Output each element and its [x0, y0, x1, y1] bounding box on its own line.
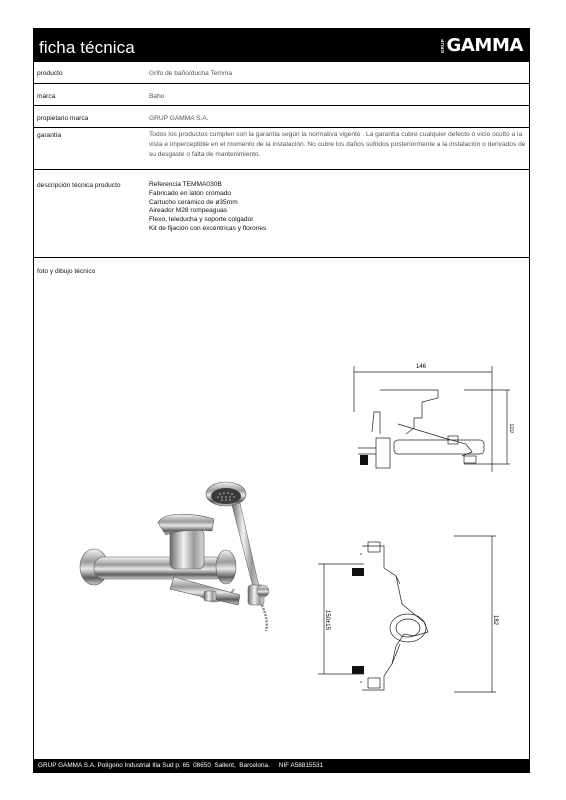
label-tech: descripción técnica producto [37, 182, 121, 189]
product-photo [54, 439, 284, 639]
row-warranty [34, 128, 529, 170]
page-title: ficha técnica [39, 38, 135, 57]
tech-line: Kit de fijación con excéntricas y florones [149, 224, 267, 232]
technical-drawing-side [304, 524, 504, 704]
label-product: producto [37, 70, 63, 77]
value-product: Grifo de baño/ducha Temma [149, 70, 233, 77]
brand-logo [440, 37, 523, 55]
brand-small-text: GRUP [439, 38, 445, 54]
tech-line: Aireador M28 rompeaguas [149, 207, 228, 215]
tech-list [149, 181, 526, 234]
tech-line: Referencia TEMMA030B [149, 181, 222, 188]
row-tech-description [34, 170, 529, 258]
technical-drawing-top [314, 352, 514, 472]
footer-address: GRUP GAMMA S.A. Polígono Industrial Illa Sud p. 65 08650 Sallent, Barcelona. NIF A58815531 [38, 762, 324, 769]
dim-height-side: 182 [492, 614, 498, 626]
brand-name: GAMMA [446, 35, 523, 56]
dim-spacing: 150±15 [324, 610, 330, 630]
label-photo: foto y dibujo técnico [37, 268, 96, 275]
row-brand [34, 84, 529, 106]
footer-bar [34, 759, 529, 772]
label-owner: propietario marca [37, 115, 89, 122]
value-owner: GRUP GAMMA S.A. [149, 115, 209, 122]
tech-line: Flexo, teleducha y soporte colgador [149, 216, 254, 224]
row-product [34, 62, 529, 84]
label-warranty: garantía [37, 132, 62, 139]
label-brand: marca [37, 93, 56, 100]
tech-line: Cartucho cerámico de ø35mm [149, 198, 238, 206]
value-warranty: Todos los productos cumplen con la garantía según la normativa vigente . La garantía cubre cualquier defecto o vicio oculto a la vista e imperceptible en el momento de la instalación. No cubre los daños sufridos posteriormente a la instalación o derivados de su desgaste o falta de mantenimiento. [149, 131, 526, 158]
dim-height-top: 110 [508, 423, 514, 433]
value-brand: Baho [149, 93, 165, 100]
row-owner [34, 106, 529, 128]
dim-width: 146 [415, 364, 427, 370]
data-sheet [33, 28, 530, 773]
header-bar [34, 29, 529, 62]
tech-line: Fabricado en latón cromado [149, 189, 232, 197]
